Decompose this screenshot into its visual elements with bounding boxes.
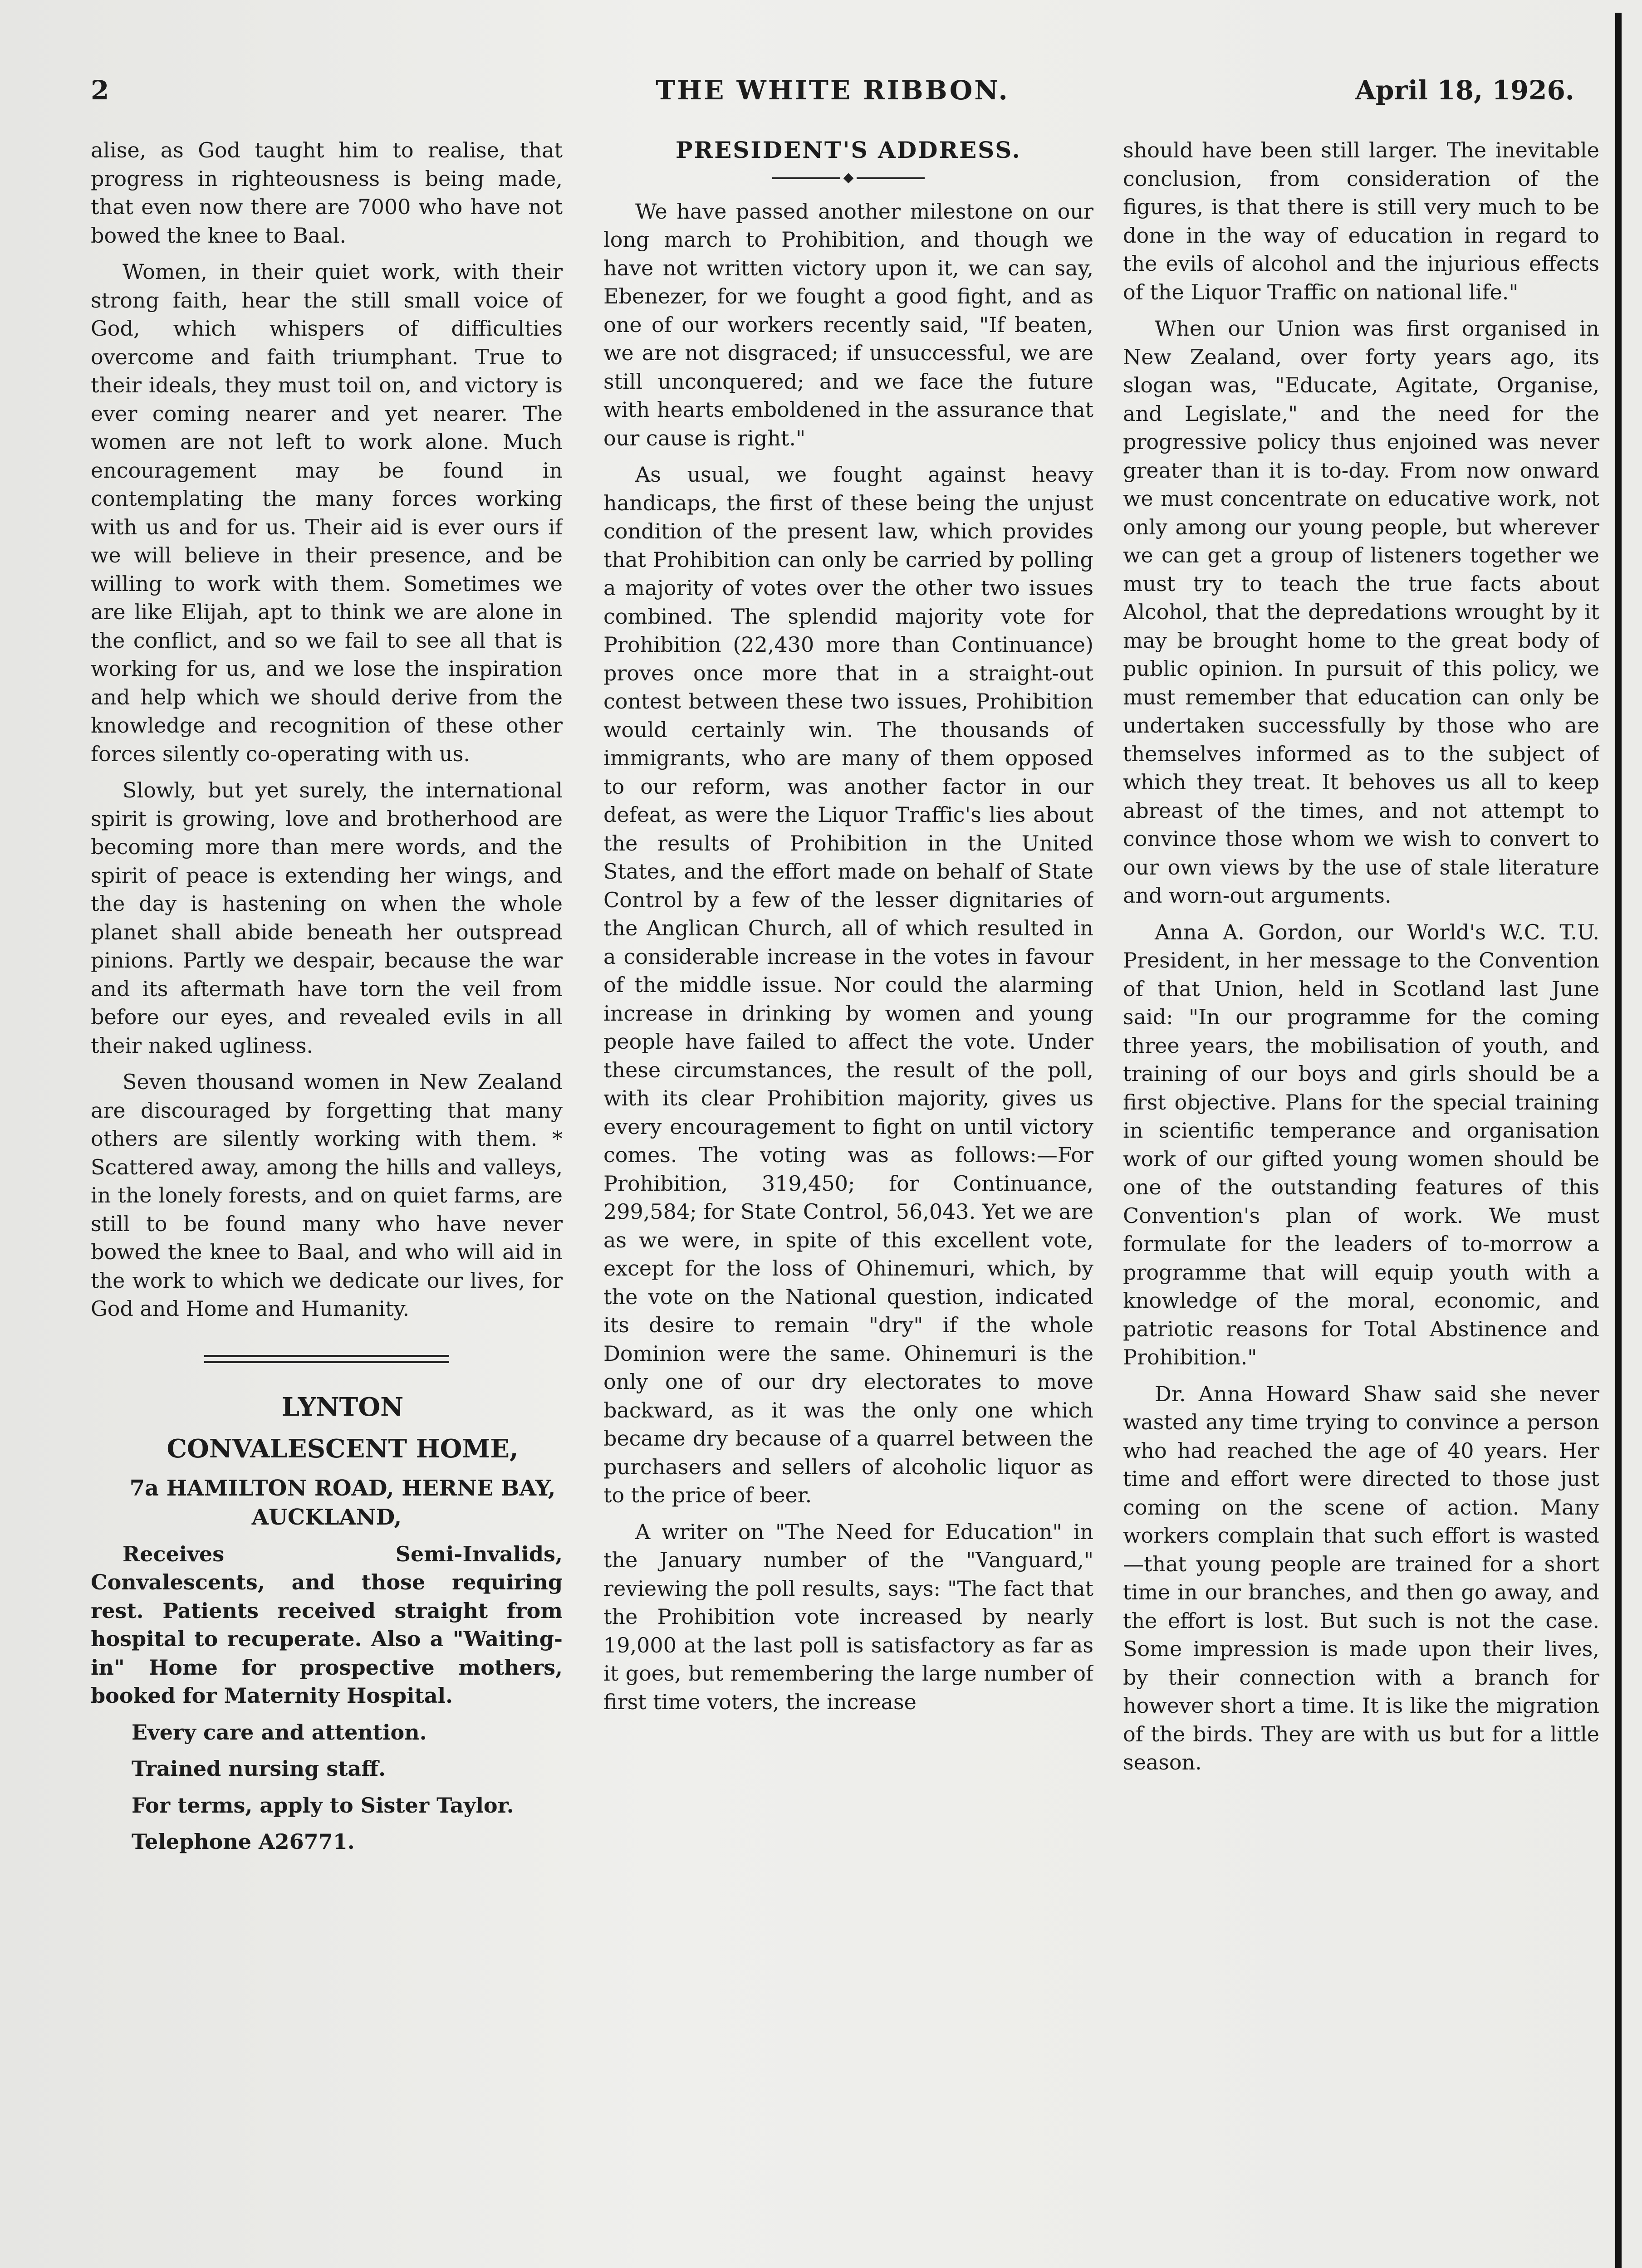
advert-line: Every care and attention. bbox=[132, 1720, 427, 1745]
column-1 bbox=[91, 136, 563, 2268]
advert-body: Receives Semi-Invalids, Convalescents, and those requiring rest. Patients received straight from hospital to recuperate. Also a "Waiting-in" Home for prospective mothers, booked for Maternity Hospital. bbox=[91, 1541, 563, 1708]
page-number: 2 bbox=[91, 75, 109, 106]
col1-paragraph: alise, as God taught him to realise, that progress in righteousness is being made, that even now there are 7000 who have not bowed the knee to Baal. bbox=[91, 138, 563, 248]
paper-title: THE WHITE RIBBON. bbox=[656, 75, 1010, 106]
advert-line: Trained nursing staff. bbox=[132, 1756, 386, 1781]
advert-address-line1: 7a HAMILTON ROAD, HERNE BAY, bbox=[129, 1475, 556, 1501]
issue-date: April 18, 1926. bbox=[1355, 75, 1574, 106]
page-header bbox=[91, 75, 1574, 116]
column-3 bbox=[1123, 136, 1599, 2268]
column-2 bbox=[603, 136, 1093, 2268]
col1-paragraph: Women, in their quiet work, with their strong faith, hear the still small voice of God, which whispers of difficulties overcome and faith triumphant. True to their ideals, they must toil on, and victory is ever coming nearer and yet nearer. The women are not left to work alone. Much encouragement may be found in contemplating the many forces working with us and for us. Their aid is ever ours if we will believe in their presence, and be willing to work with them. Sometimes we are like Elijah, apt to think we are alone in the conflict, and so we fail to see all that is working for us, and we lose the inspiration and help which we should derive from the knowledge and recognition of these other forces silently co-operating with us. bbox=[91, 259, 563, 766]
advert-telephone: Telephone A26771. bbox=[132, 1829, 355, 1854]
title-ornament bbox=[603, 169, 1093, 187]
advert-address-line2: AUCKLAND, bbox=[251, 1504, 402, 1530]
section-divider bbox=[204, 1355, 449, 1363]
col3-paragraph: When our Union was first organised in New Zealand, over forty years ago, its slogan was, "Educate, Agitate, Organise, and Legislate," and the need for the progressive policy thus enjoined was never greater than it is to-day. From now onward we must concentrate on educative work, not only among our young people, but wherever we can get a group of listeners together we must try to teach the true facts about Alcohol, that the depredations wrought by it may be brought home to the great body of public opinion. In pursuit of this policy, we must remember that education can only be undertaken successfully by those who are themselves informed as to the subject of which they treat. It behoves us all to keep abreast of the times, and not attempt to convince those whom we wish to convert to our own views by the use of stale literature and worn-out arguments. bbox=[1123, 316, 1599, 908]
col3-paragraph: Anna A. Gordon, our World's W.C. T.U. President, in her message to the Convention of that Union, held in Scotland last June said: "In our programme for the coming three years, the mobilisation of youth, and training of our boys and girls should be a first objective. Plans for the special training in scientific temperance and organisation work of our gifted young women should be one of the outstanding features of this Convention's plan of work. We must formulate for the leaders of to-morrow a programme that will equip youth with a knowledge of the moral, economic, and patriotic reasons for Total Abstinence and Prohibition." bbox=[1123, 919, 1599, 1369]
col2-paragraph: We have passed another milestone on our long march to Prohibition, and though we have not written victory upon it, we can say, Ebenezer, for we fought a good fight, and as one of our workers recently said, "If beaten, we are not disgraced; if unsuccessful, we are still unconquered; and we face the future with hearts emboldened in the assurance that our cause is right." bbox=[603, 199, 1093, 450]
advertisement bbox=[91, 1390, 563, 1856]
col3-paragraph: should have been still larger. The inevitable conclusion, from consideration of the figures, is that there is still very much to be done in the way of education in regard to the evils of alcohol and the injurious effects of the Liquor Traffic on national life." bbox=[1123, 138, 1599, 304]
col1-paragraph: Slowly, but yet surely, the international spirit is growing, love and brotherhood are becoming more than mere words, and the spirit of peace is extending her wings, and the day is hastening on when the whole planet shall abide beneath her outspread pinions. Partly we despair, because the war and its aftermath have torn the veil from before our eyes, and revealed evils in all their naked ugliness. bbox=[91, 778, 563, 1058]
page-edge-bar bbox=[1615, 13, 1622, 2268]
advert-name-line1: LYNTON bbox=[281, 1392, 404, 1422]
advert-line: For terms, apply to Sister Taylor. bbox=[132, 1793, 514, 1818]
col1-paragraph: Seven thousand women in New Zealand are discouraged by forgetting that many others are silently working with them. * Scattered away, among the hills and valleys, in the lonely forests, and on quiet farms, are still to be found many who have never bowed the knee to Baal, and who will aid in the work to which we dedicate our lives, for God and Home and Humanity. bbox=[91, 1070, 563, 1321]
col2-paragraph: A writer on "The Need for Education" in the January number of the "Vanguard," reviewing the poll results, says: "The fact that the Prohibition vote increased by nearly 19,000 at the last poll is satisfactory as far as it goes, but remembering the large number of first time voters, the increase bbox=[603, 1519, 1093, 1714]
article-title: PRESIDENT'S ADDRESS. bbox=[676, 137, 1021, 163]
col3-paragraph: Dr. Anna Howard Shaw said she never wasted any time trying to convince a person who had reached the age of 40 years. Her time and effort were directed to those just coming on the scene of action. Many workers complain that such effort is wasted—that young people are trained for a short time in our branches, and then go away, and the effort is lost. But such is not the case. Some impression is made upon their lives, by their connection with a branch for however short a time. It is like the migration of the birds. They are with us but for a little season. bbox=[1123, 1381, 1599, 1774]
advert-name-line2: CONVALESCENT HOME, bbox=[167, 1433, 519, 1464]
col2-paragraph: As usual, we fought against heavy handicaps, the first of these being the unjust condition of the present law, which provides that Prohibition can only be carried by polling a majority of votes over the other two issues combined. The splendid majority vote for Prohibition (22,430 more than Continuance) proves once more that in a straight-out contest between these two issues, Prohibition would certainly win. The thousands of immigrants, who are many of them opposed to our reform, was another factor in our defeat, as were the Liquor Traffic's lies about the results of Prohibition in the United States, and the effort made on behalf of State Control by a few of the lesser dignitaries of the Anglican Church, all of which resulted in a considerable increase in the votes in favour of the middle issue. Nor could the alarming increase in drinking by women and young people have failed to affect the vote. Under these circumstances, the result of the poll, with its clear Prohibition majority, gives us every encouragement to fight on until victory comes. The voting was as follows:—For Prohibition, 319,450; for Continuance, 299,584; for State Control, 56,043. Yet we are as we were, in spite of this excellent vote, except for the loss of Ohinemuri, which, by the vote on the National question, indicated its desire to remain "dry" if the whole Dominion were the same. Ohinemuri is the only one of our dry electorates to move backward, as it was the only one which became dry because of a quarrel between the purchasers and sellers of alcoholic liquor as to the price of beer. bbox=[603, 462, 1093, 1507]
advert-address bbox=[91, 1474, 563, 1532]
